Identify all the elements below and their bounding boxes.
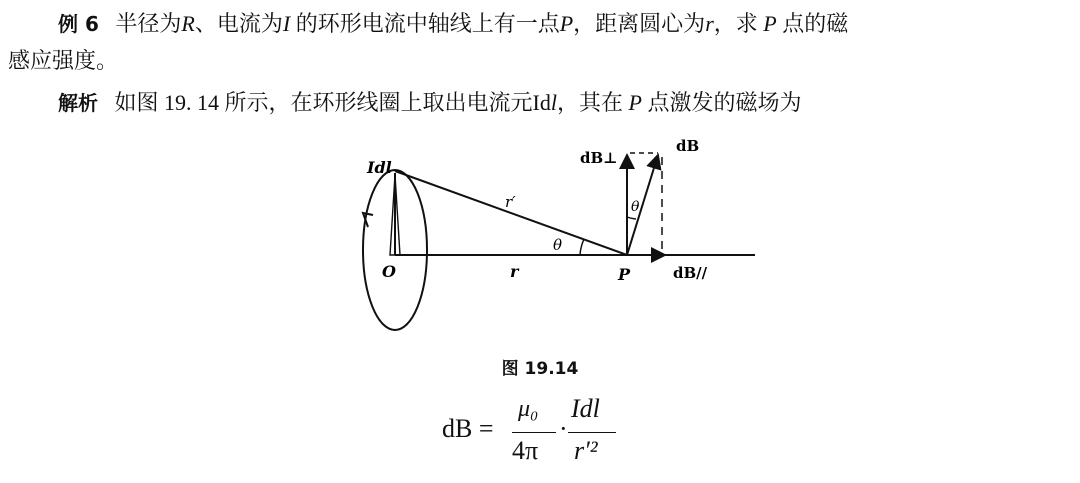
label-theta-center: θ (553, 236, 563, 254)
r-prime-line (395, 171, 627, 255)
symbol-r: r (705, 11, 714, 36)
text-segment: 半径为 (115, 11, 182, 36)
theta-arc-top (627, 217, 636, 219)
example-label: 例 6 (58, 12, 99, 36)
text-segment: ，距离圆心为 (573, 11, 706, 36)
formula-denominator-4pi: 4π (512, 436, 539, 465)
symbol-R: R (181, 11, 195, 36)
formula-multiply-dot: · (559, 414, 568, 443)
symbol-P: P (763, 11, 777, 36)
text-segment: 如图 19. 14 所示，在环形线圈上取出电流元 (114, 90, 533, 115)
current-element-I: I (532, 90, 540, 115)
label-dB-parallel: dB// (673, 264, 708, 282)
current-element-d: d (539, 90, 551, 115)
current-element-l: l (550, 90, 557, 115)
formula-lhs: dB = (442, 414, 494, 443)
text-segment: ，其在 (556, 90, 623, 115)
text-segment: 点激发的磁场为 (647, 90, 802, 115)
formula-numerator-Idl: Idl (571, 394, 600, 423)
analysis-paragraph (58, 88, 801, 118)
figure-caption: 图 19.14 (501, 359, 579, 379)
figure-19-14-diagram (340, 135, 760, 345)
label-theta-top: θ (631, 199, 640, 215)
symbol-P: P (628, 90, 642, 115)
label-Idl: Idl (367, 158, 392, 177)
formula-denominator-r-prime-squared: r′² (574, 436, 598, 465)
label-dB-perp: dB⊥ (580, 149, 618, 167)
text-segment: 、电流为 (194, 11, 283, 36)
biot-savart-formula (440, 392, 640, 472)
text-segment: ，求 (713, 11, 758, 36)
fraction-bar-2 (568, 432, 616, 433)
label-r: r (510, 262, 519, 281)
label-O: O (382, 262, 396, 281)
fraction-bar-1 (512, 432, 556, 433)
label-r-prime: r′ (505, 193, 516, 211)
symbol-I: I (282, 11, 291, 36)
text-segment: 的环形电流中轴线上有一点 (295, 11, 560, 36)
example-paragraph (58, 9, 848, 39)
label-P: P (618, 265, 631, 284)
example-paragraph-continuation: 感应强度。 (8, 48, 119, 73)
label-dB: dB (676, 137, 700, 155)
symbol-P: P (559, 11, 574, 36)
theta-arc-bottom (580, 239, 584, 255)
text-segment: 点的磁 (782, 11, 849, 36)
formula-numerator-mu0: μ₀ (518, 396, 539, 422)
analysis-label: 解析 (58, 91, 98, 115)
